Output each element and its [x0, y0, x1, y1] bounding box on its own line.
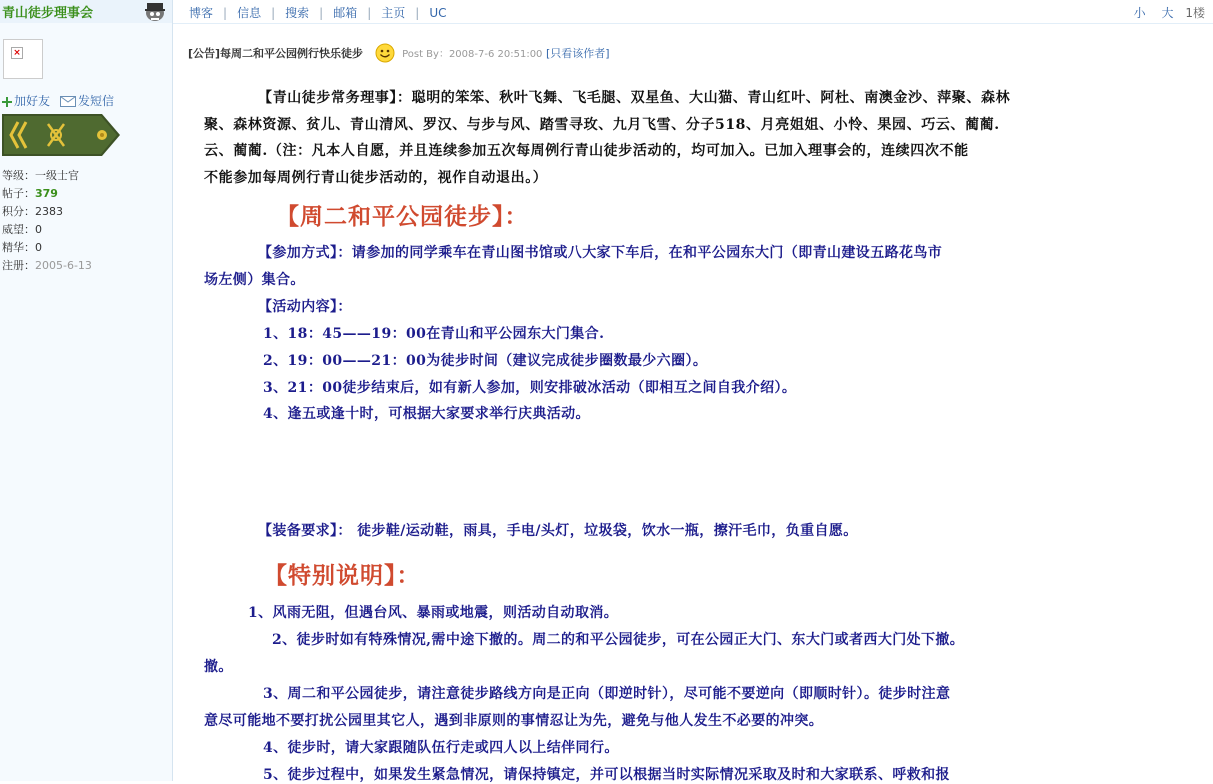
font-size-controls: [1122, 4, 1205, 21]
body-line: 云、蔺蔺.（注：凡本人自愿，并且连续参加五次每周例行青山徒步活动的，均可加入。已加入理事会的，连续四次不能: [204, 143, 969, 159]
broken-image-icon: ×: [11, 47, 23, 59]
stat-label: 注册：: [2, 259, 35, 272]
body-line: 意尽可能地不要打扰公园里其它人，遇到非原则的事情忍让为先，避免与他人发生不必要的冲突。: [204, 713, 824, 729]
user-status-icon: [143, 1, 167, 22]
stat-label: 精华：: [2, 241, 35, 254]
stat-value: 2383: [35, 205, 63, 218]
nav-link[interactable]: 主页: [381, 6, 406, 20]
user-sidebar: [0, 0, 173, 781]
stat-label: 帖子：: [2, 187, 35, 200]
stat-value: 一级士官: [35, 169, 79, 182]
add-friend-button[interactable]: [2, 92, 50, 109]
post-meta: Post By：2008-7-6 20:51:00: [402, 49, 543, 60]
body-line: 1、18：45——19：00在青山和平公园东大门集合.: [263, 326, 605, 342]
nav-separator: |: [415, 6, 420, 20]
stat-row: [2, 203, 63, 219]
username-link[interactable]: 青山徒步理事会: [2, 6, 94, 21]
add-friend-label: 加好友: [14, 94, 51, 108]
section-heading: 【周二和平公园徒步】：: [276, 203, 529, 230]
body-line: 5、徒步过程中，如果发生紧急情况，请保持镇定，并可以根据当时实际情况采取及时和大家联系、呼救和报: [263, 767, 950, 783]
body-line: 场左侧）集合。: [204, 272, 305, 288]
avatar[interactable]: [3, 39, 43, 79]
nav-link[interactable]: 博客: [189, 6, 214, 20]
body-line: 【活动内容】：: [258, 299, 352, 315]
body-line: 3、21：00徒步结束后，如有新人参加，则安排破冰活动（即相互之间自我介绍）。: [263, 380, 797, 396]
plus-icon: [2, 97, 12, 107]
stat-label: 威望：: [2, 223, 35, 236]
stat-value: 0: [35, 241, 42, 254]
nav-link[interactable]: 邮箱: [333, 6, 358, 20]
body-line: 4、徒步时，请大家跟随队伍行走或四人以上结伴同行。: [263, 740, 619, 756]
font-large-button[interactable]: 大: [1161, 6, 1174, 20]
body-line: 2、徒步时如有特殊情况,需中途下撤的。周二的和平公园徒步，可在公园正大门、东大门或者西大门处下撤。: [272, 632, 965, 648]
rank-badge-icon: [2, 114, 120, 156]
stat-row: [2, 221, 42, 237]
stat-value: 0: [35, 223, 42, 236]
body-line: 2、19：00——21：00为徒步时间（建议完成徒步圈数最少六圈）。: [263, 353, 708, 369]
stat-row: [2, 167, 79, 183]
send-message-label: 发短信: [78, 94, 115, 108]
body-line: 1、风雨无阻，但遇台风、暴雨或地震，则活动自动取消。: [248, 605, 619, 621]
section-heading: 【特别说明】：: [264, 562, 421, 589]
stat-row: [2, 185, 58, 201]
font-small-button[interactable]: 小: [1133, 6, 1146, 20]
envelope-icon: [60, 96, 76, 107]
post-header: [188, 43, 610, 63]
stat-label: 等级：: [2, 169, 35, 182]
nav-separator: |: [319, 6, 324, 20]
stat-value: 379: [35, 187, 58, 200]
body-line: 聚、森林资源、贫儿、青山清风、罗汉、与步与风、踏雪寻玫、九月飞雪、分子518、月亮姐姐、小怜、果园、巧云、蔺蔺.: [204, 117, 1000, 133]
nav-link[interactable]: UC: [429, 6, 447, 20]
smiley-icon: [375, 43, 395, 63]
body-line: 撤。: [204, 659, 233, 675]
nav-separator: |: [367, 6, 372, 20]
post-title: [公告]每周二和平公园例行快乐徒步: [188, 47, 364, 60]
floor-number: 1楼: [1185, 6, 1205, 20]
nav-separator: |: [271, 6, 276, 20]
body-line: 3、周二和平公园徒步，请注意徒步路线方向是正向（即逆时针），尽可能不要逆向（即顺时针）。徒步时注意: [263, 686, 951, 702]
top-nav: [173, 0, 1213, 24]
only-author-link[interactable]: [只看该作者]: [545, 47, 610, 60]
body-line: 【装备要求】： 徒步鞋/运动鞋，雨具，手电/头灯，垃圾袋，饮水一瓶，擦汗毛巾，负重自愿。: [258, 523, 858, 539]
nav-separator: |: [223, 6, 228, 20]
nav-links: [189, 4, 446, 21]
stat-label: 积分：: [2, 205, 35, 218]
nav-link[interactable]: 信息: [237, 6, 262, 20]
send-message-button[interactable]: [60, 92, 114, 109]
body-line: 不能参加每周例行青山徒步活动的，视作自动退出。）: [204, 170, 548, 186]
body-line: 【青山徒步常务理事】：聪明的笨笨、秋叶飞舞、飞毛腿、双星鱼、大山猫、青山红叶、阿杜、南澳金沙、萍聚、森林: [258, 90, 1011, 106]
body-line: 4、逢五或逢十时，可根据大家要求举行庆典活动。: [263, 406, 590, 422]
stat-row: [2, 257, 92, 273]
stat-value: 2005-6-13: [35, 259, 92, 272]
stat-row: [2, 239, 42, 255]
body-line: 【参加方式】：请参加的同学乘车在青山图书馆或八大家下车后，在和平公园东大门（即青山建设五路花鸟市: [258, 245, 943, 261]
nav-link[interactable]: 搜索: [285, 6, 310, 20]
